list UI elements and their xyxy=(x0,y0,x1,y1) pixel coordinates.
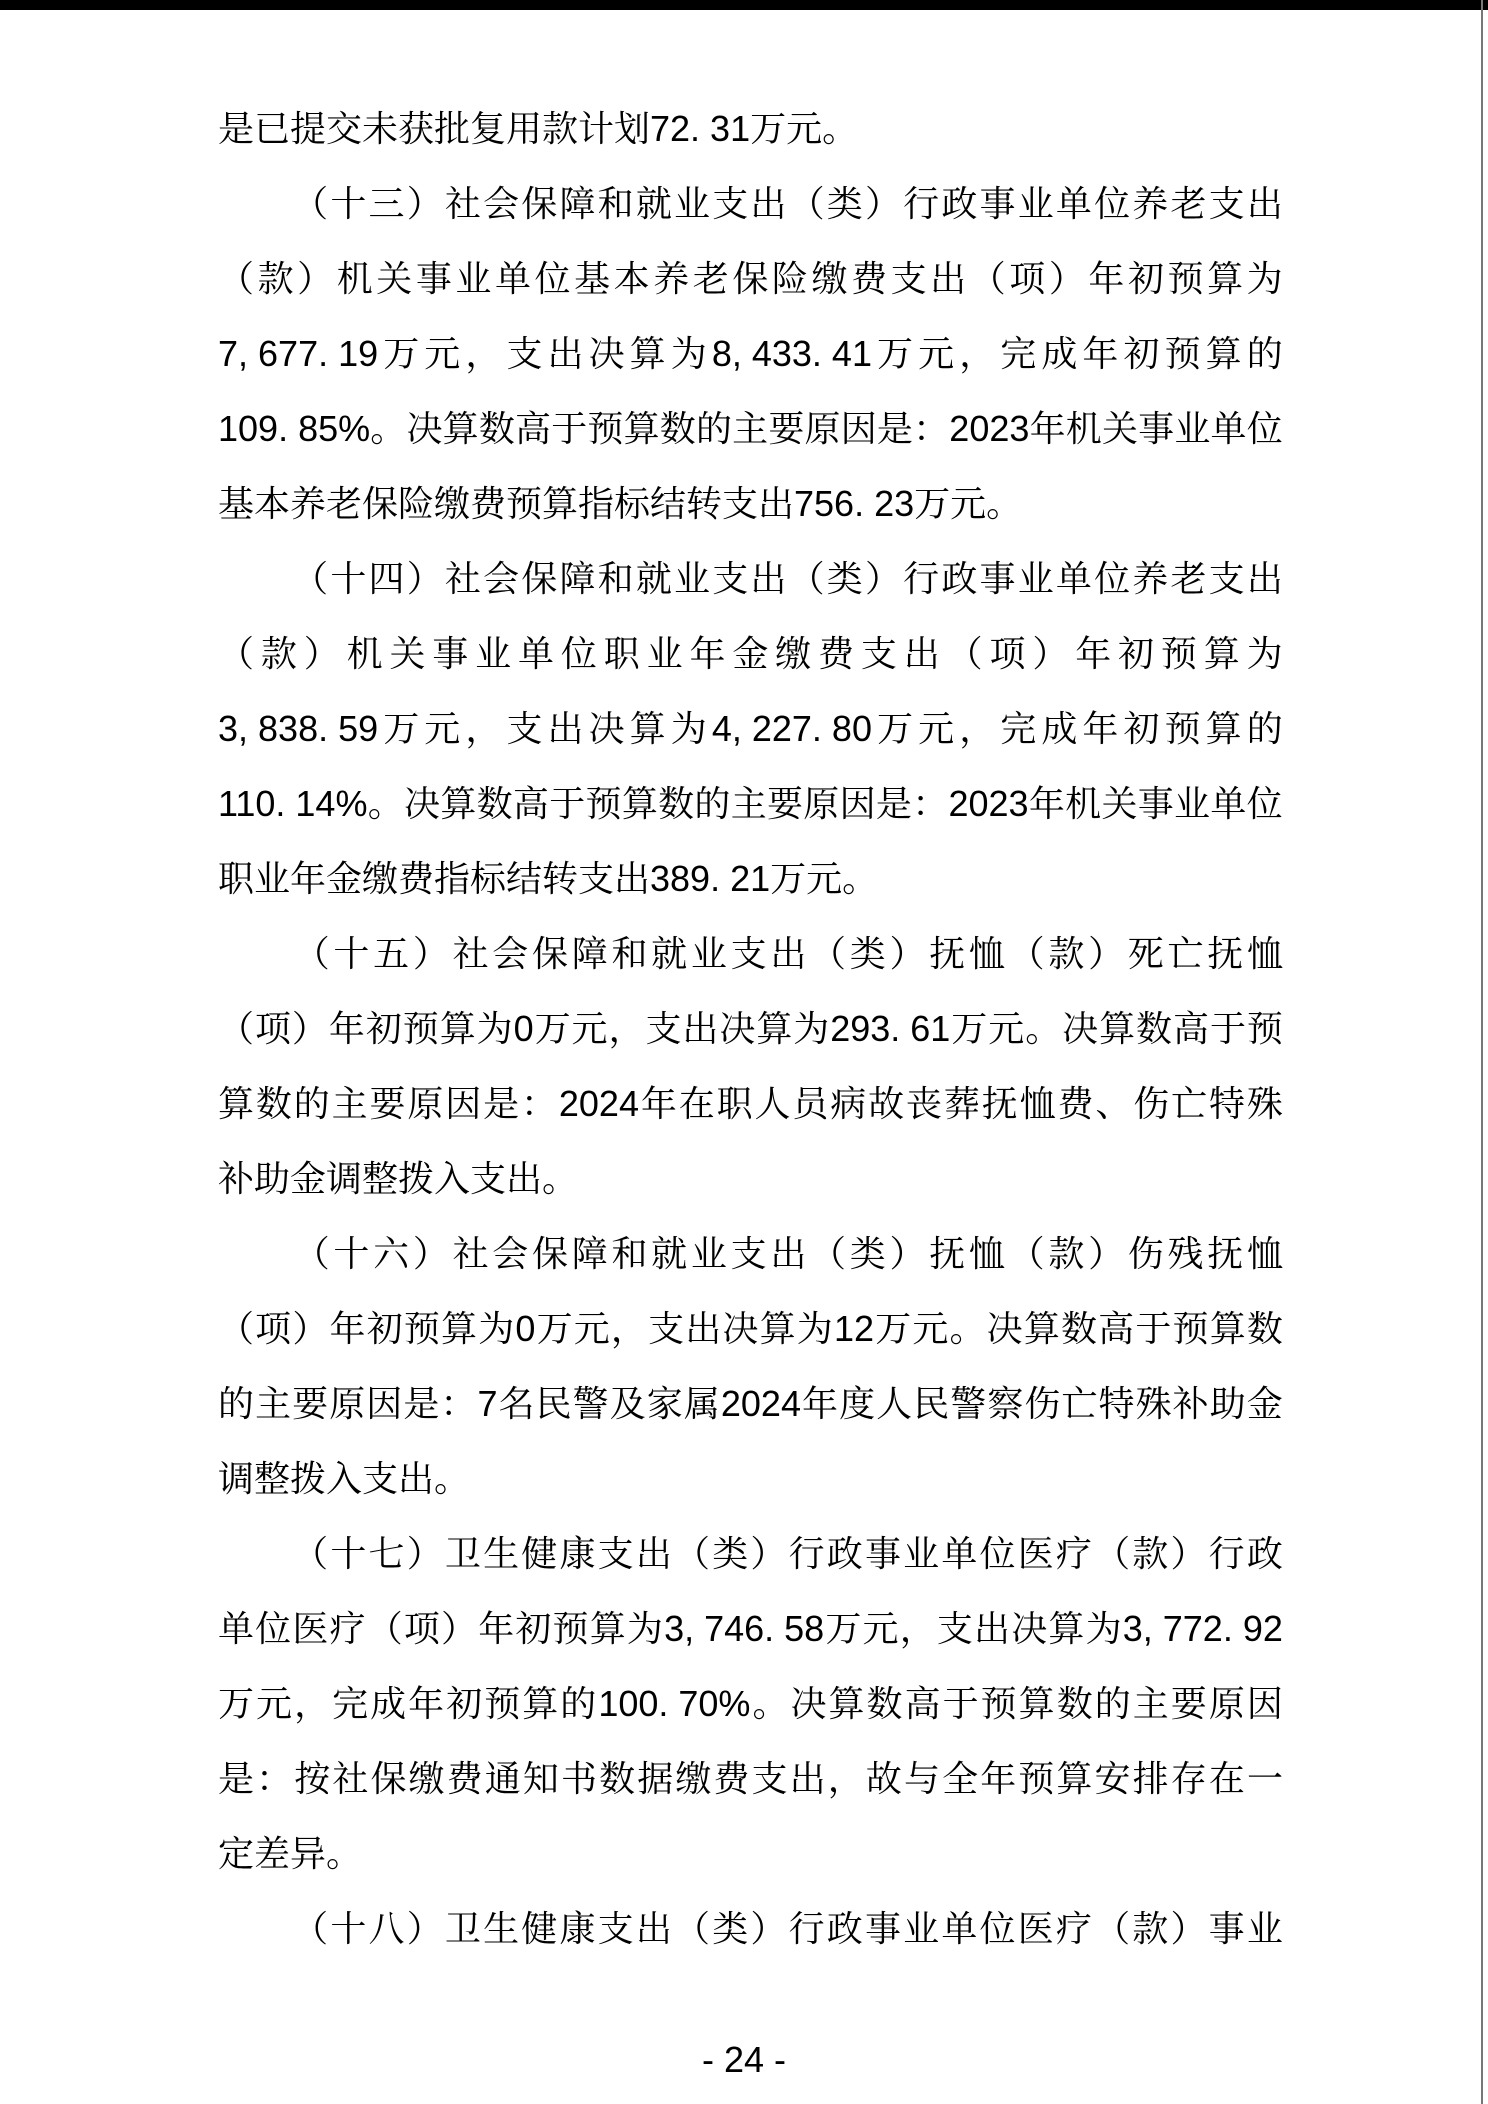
text-line: （ 十 七 ） 卫 生 健 康 支 出 （ 类 ） 行 政 事 业 单 位 医 疗 （ 款 ） 行 政 xyxy=(218,1516,1283,1591)
paragraph-indent xyxy=(218,1265,290,1266)
text-line: 的 主 要 原 因 是 ： 7 名 民 警 及 家 属 2024 年 度 人 民 警 察 伤 亡 特 殊 补 助 金 xyxy=(218,1383,1283,1424)
paragraph-indent xyxy=(218,590,290,591)
paragraph-indent xyxy=(218,965,290,966)
page-number: - 24 - xyxy=(701,2039,787,2080)
text-line: 定差异。 xyxy=(218,1833,363,1874)
text-line: （ 款 ） 机 关 事 业 单 位 职 业 年 金 缴 费 支 出 （ 项 ） 年 初 预 算 为 xyxy=(218,633,1283,674)
text-line: 110. 14% 。 决 算 数 高 于 预 算 数 的 主 要 原 因 是 ： 2023 年 机 关 事 业 单 位 xyxy=(218,783,1283,824)
text-line: 是 ： 按 社 保 缴 费 通 知 书 数 据 缴 费 支 出 ， 故 与 全 年 预 算 安 排 存 在 一 xyxy=(218,1758,1283,1799)
text-line: （ 十 八 ） 卫 生 健 康 支 出 （ 类 ） 行 政 事 业 单 位 医 疗 （ 款 ） 事 业 xyxy=(218,1891,1283,1966)
text-line: 补助金调整拨入支出。 xyxy=(218,1158,579,1199)
text-line: （ 十 四 ） 社 会 保 障 和 就 业 支 出 （ 类 ） 行 政 事 业 单 位 养 老 支 出 xyxy=(218,541,1283,616)
text-line: 7, 677. 19 万 元 ， 支 出 决 算 为 8, 433. 41 万 元 ， 完 成 年 初 预 算 的 xyxy=(218,333,1283,374)
right-edge-rule xyxy=(1481,0,1483,2104)
text-line: 基本养老保险缴费预算指标结转支出756. 23万元。 xyxy=(218,483,1023,524)
paragraph-indent xyxy=(218,1565,290,1566)
top-border-line xyxy=(0,0,1488,10)
text-line: 3, 838. 59 万 元 ， 支 出 决 算 为 4, 227. 80 万 元 ， 完 成 年 初 预 算 的 xyxy=(218,708,1283,749)
text-line: 是已提交未获批复用款计划72. 31万元。 xyxy=(218,108,859,149)
text-line: 万 元 ， 完 成 年 初 预 算 的 100. 70% 。 决 算 数 高 于 预 算 数 的 主 要 原 因 xyxy=(218,1683,1283,1724)
paragraph-indent xyxy=(218,1940,290,1941)
text-line: （ 十 五 ） 社 会 保 障 和 就 业 支 出 （ 类 ） 抚 恤 （ 款 ） 死 亡 抚 恤 xyxy=(218,916,1283,991)
text-line: 调整拨入支出。 xyxy=(218,1458,471,1499)
paragraph-indent xyxy=(218,215,290,216)
text-line: （ 十 六 ） 社 会 保 障 和 就 业 支 出 （ 类 ） 抚 恤 （ 款 ） 伤 残 抚 恤 xyxy=(218,1216,1283,1291)
text-line: 单 位 医 疗 （ 项 ） 年 初 预 算 为 3, 746. 58 万 元 ， 支 出 决 算 为 3, 772. 92 xyxy=(218,1608,1283,1649)
text-line: （ 项 ） 年 初 预 算 为 0 万 元 ， 支 出 决 算 为 293. 61 万 元 。 决 算 数 高 于 预 xyxy=(218,1008,1283,1049)
body-text xyxy=(218,91,1283,1966)
text-line: （ 款 ） 机 关 事 业 单 位 基 本 养 老 保 险 缴 费 支 出 （ 项 ） 年 初 预 算 为 xyxy=(218,258,1283,299)
text-line: （ 项 ） 年 初 预 算 为 0 万 元 ， 支 出 决 算 为 12 万 元 。 决 算 数 高 于 预 算 数 xyxy=(218,1308,1283,1349)
text-line: 算 数 的 主 要 原 因 是 ： 2024 年 在 职 人 员 病 故 丧 葬 抚 恤 费 、 伤 亡 特 殊 xyxy=(218,1083,1283,1124)
text-line: （ 十 三 ） 社 会 保 障 和 就 业 支 出 （ 类 ） 行 政 事 业 单 位 养 老 支 出 xyxy=(218,166,1283,241)
text-line: 职业年金缴费指标结转支出389. 21万元。 xyxy=(218,858,879,899)
text-line: 109. 85% 。 决 算 数 高 于 预 算 数 的 主 要 原 因 是 ： 2023 年 机 关 事 业 单 位 xyxy=(218,408,1283,449)
